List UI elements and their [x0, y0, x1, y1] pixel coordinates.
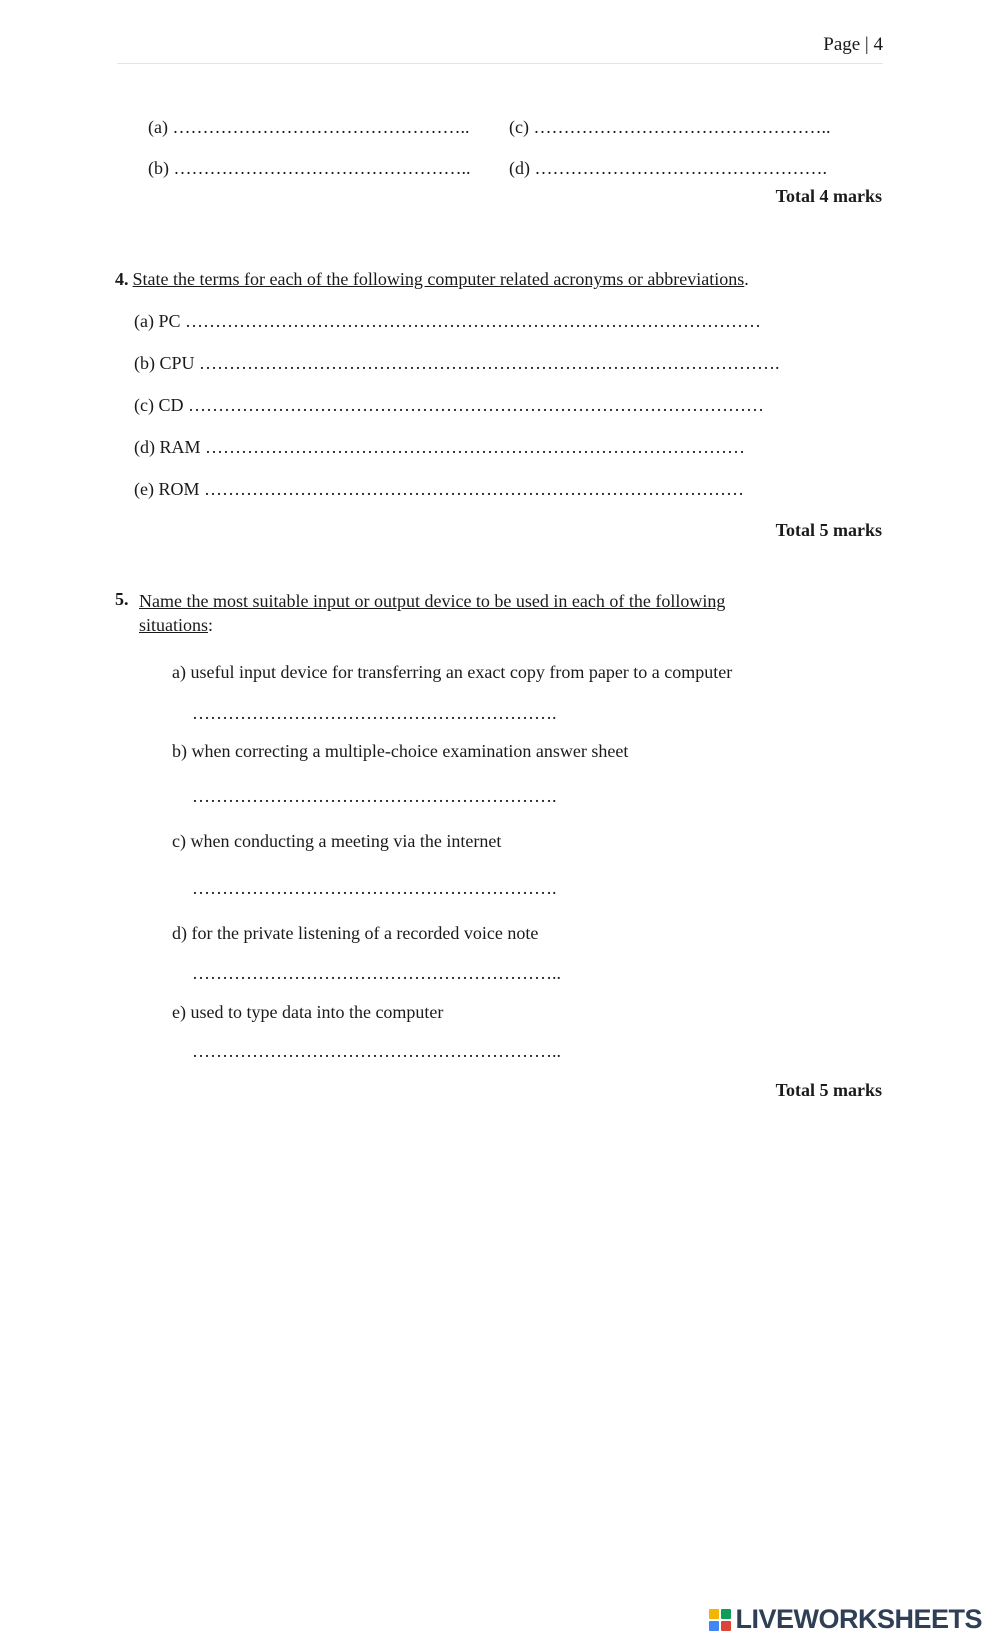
question-prompt-line1: Name the most suitable input or output device to be used in each of the following [139, 591, 726, 611]
item-label: (a) PC [134, 311, 181, 331]
q3-answer-d[interactable] [509, 158, 827, 179]
item-label: (e) ROM [134, 479, 200, 499]
q4-item-rom[interactable] [134, 479, 744, 500]
logo-grid-icon [709, 1609, 731, 1631]
answer-label: (d) [509, 158, 530, 178]
q5-item-d-answer[interactable]: …………………………………………………….. [192, 963, 561, 983]
question-number: 4. [115, 269, 129, 289]
answer-dots: ……………………………………………………………………………… [205, 437, 745, 457]
answer-dots: ………………………………………….. [172, 117, 470, 137]
answer-dots: ……………………………………………………………………………………. [199, 353, 780, 373]
q5-heading [139, 589, 779, 637]
q5-item-e-answer[interactable]: …………………………………………………….. [192, 1041, 561, 1061]
logo-square [709, 1621, 719, 1631]
q5-item-c-text: c) when conducting a meeting via the internet [172, 831, 502, 851]
question-prompt: State the terms for each of the following computer related acronyms or abbreviations [132, 269, 745, 289]
q4-item-cpu[interactable] [134, 353, 780, 374]
q4-heading [115, 269, 749, 290]
q5-item-a-text: a) useful input device for transferring an exact copy from paper to a computer [172, 662, 733, 682]
logo-text: LIVEWORKSHEETS [735, 1604, 982, 1634]
answer-dots: …………………………………………………………………………………… [187, 395, 764, 415]
answer-dots: …………………………………………………………………………………… [185, 311, 761, 331]
q3-answer-c[interactable] [509, 117, 830, 138]
logo-square [721, 1621, 731, 1631]
q4-total-marks: Total 5 marks [775, 520, 882, 540]
q4-item-cd[interactable] [134, 395, 764, 416]
answer-dots: ………………………………………….. [173, 158, 471, 178]
q5-item-e-text: e) used to type data into the computer [172, 1002, 444, 1022]
q3-total-marks: Total 4 marks [775, 186, 882, 206]
q3-answer-a[interactable] [148, 117, 469, 138]
q5-item-a-answer[interactable]: ……………………………………………………. [192, 703, 557, 723]
liveworksheets-logo [709, 1604, 982, 1635]
question-number: 5. [115, 589, 129, 609]
q4-item-ram[interactable] [134, 437, 745, 458]
item-label: (b) CPU [134, 353, 195, 373]
answer-label: (b) [148, 158, 169, 178]
q5-item-b-answer[interactable]: ……………………………………………………. [192, 786, 557, 806]
q5-item-c-answer[interactable]: ……………………………………………………. [192, 878, 557, 898]
item-label: (c) CD [134, 395, 184, 415]
answer-dots: ………………………………………….. [533, 117, 831, 137]
q3-answer-b[interactable] [148, 158, 471, 179]
answer-dots: …………………………………………. [534, 158, 827, 178]
logo-square [709, 1609, 719, 1619]
answer-dots: ……………………………………………………………………………… [204, 479, 744, 499]
question-prompt-line2: situations [139, 615, 209, 635]
prompt-punctuation: : [208, 615, 214, 635]
header-divider [117, 63, 883, 64]
page-number: Page | 4 [823, 34, 883, 55]
prompt-punctuation: . [744, 269, 749, 289]
q4-item-pc[interactable] [134, 311, 761, 332]
q5-total-marks: Total 5 marks [775, 1080, 882, 1100]
answer-label: (c) [509, 117, 529, 137]
logo-square [721, 1609, 731, 1619]
q5-item-d-text: d) for the private listening of a recorded voice note [172, 923, 539, 943]
item-label: (d) RAM [134, 437, 201, 457]
answer-label: (a) [148, 117, 168, 137]
q5-item-b-text: b) when correcting a multiple-choice examination answer sheet [172, 741, 629, 761]
